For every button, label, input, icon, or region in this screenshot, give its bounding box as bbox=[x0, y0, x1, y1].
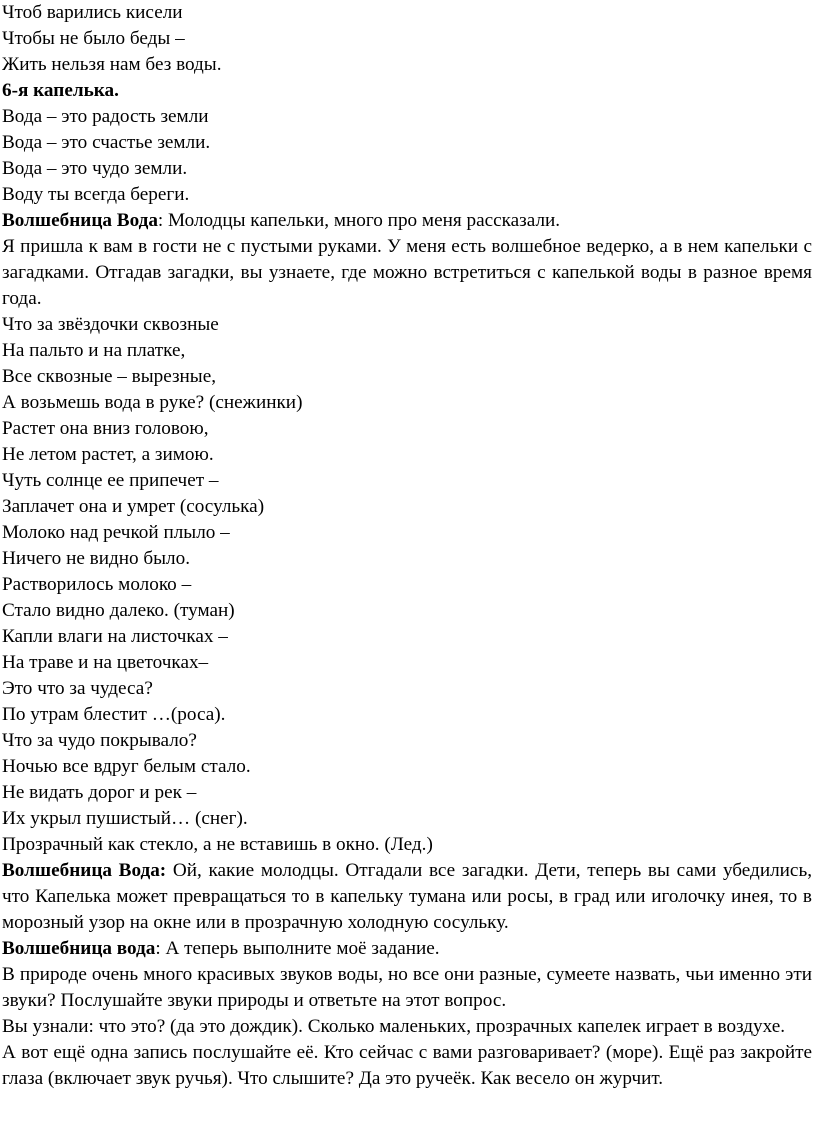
poem-line: Чтоб варились кисели bbox=[2, 2, 183, 23]
riddle-line: Чуть солнце ее припечет – bbox=[2, 470, 219, 491]
paragraph: Я пришла к вам в гости не с пустыми руками. У меня есть волшебное ведерко, а в нем капельки с загадками. Отгадав загадки, вы узнаете, где можно встретиться с капелькой воды в разное время года. bbox=[2, 236, 812, 309]
speech-paragraph bbox=[2, 858, 812, 936]
speaker-name: Волшебница Вода: bbox=[2, 860, 167, 881]
riddle-line: Растет она вниз головою, bbox=[2, 418, 209, 439]
speech-text: Ой, какие молодцы. Отгадали все загадки. Дети, теперь вы сами убедились, что Капелька может превращаться то в капельку тумана или росы, в град или иголочку инея, то в морозный узор на окне или в прозрачную холодную сосульку. bbox=[2, 860, 812, 933]
paragraph: В природе очень много красивых звуков воды, но все они разные, сумеете назвать, чьи именно эти звуки? Послушайте звуки природы и ответьте на этот вопрос. bbox=[2, 964, 812, 1011]
riddle-line: А возьмешь вода в руке? (снежинки) bbox=[2, 392, 303, 413]
riddle-line: Это что за чудеса? bbox=[2, 678, 153, 699]
speech-text: : А теперь выполните моё задание. bbox=[155, 938, 440, 959]
riddle-line: Капли влаги на листочках – bbox=[2, 626, 228, 647]
speaker-name: Волшебница Вода bbox=[2, 210, 158, 231]
riddle-line: Заплачет она и умрет (сосулька) bbox=[2, 496, 265, 517]
speaker-name: Волшебница вода bbox=[2, 938, 156, 959]
section-heading: 6-я капелька. bbox=[2, 80, 119, 101]
riddle-line: Прозрачный как стекло, а не вставишь в окно. (Лед.) bbox=[2, 834, 433, 855]
riddle-line: По утрам блестит …(роса). bbox=[2, 704, 226, 725]
riddle-line: Молоко над речкой плыло – bbox=[2, 522, 230, 543]
riddle-line: Что за чудо покрывало? bbox=[2, 730, 197, 751]
poem-line: Вода – это радость земли bbox=[2, 106, 209, 127]
riddle-line: Их укрыл пушистый… (снег). bbox=[2, 808, 248, 829]
riddle-line: Ночью все вдруг белым стало. bbox=[2, 756, 251, 777]
riddle-line: Не видать дорог и рек – bbox=[2, 782, 197, 803]
riddle-line: Не летом растет, а зимою. bbox=[2, 444, 214, 465]
poem-line: Вода – это чудо земли. bbox=[2, 158, 188, 179]
speech-text: : Молодцы капельки, много про меня рассказали. bbox=[157, 210, 561, 231]
riddle-line: Растворилось молоко – bbox=[2, 574, 192, 595]
poem-line: Воду ты всегда береги. bbox=[2, 184, 190, 205]
poem-line: Чтобы не было беды – bbox=[2, 28, 185, 49]
riddle-line: Ничего не видно было. bbox=[2, 548, 191, 569]
paragraph: Вы узнали: что это? (да это дождик). Сколько маленьких, прозрачных капелек играет в воздухе. bbox=[2, 1016, 786, 1037]
riddle-line: Что за звёздочки сквозные bbox=[2, 314, 219, 335]
poem-line: Вода – это счастье земли. bbox=[2, 132, 211, 153]
riddle-line: На траве и на цветочках– bbox=[2, 652, 209, 673]
paragraph: А вот ещё одна запись послушайте её. Кто сейчас с вами разговаривает? (море). Ещё раз закройте глаза (включает звук ручья). Что слышите? Да это ручеёк. Как весело он журчит. bbox=[2, 1042, 812, 1089]
speech-line bbox=[2, 208, 812, 234]
riddle-line: Все сквозные – вырезные, bbox=[2, 366, 217, 387]
document-page bbox=[2, 0, 812, 1092]
riddle-line: На пальто и на платке, bbox=[2, 340, 186, 361]
speech-line bbox=[2, 936, 812, 962]
poem-line: Жить нельзя нам без воды. bbox=[2, 54, 222, 75]
riddle-line: Стало видно далеко. (туман) bbox=[2, 600, 235, 621]
